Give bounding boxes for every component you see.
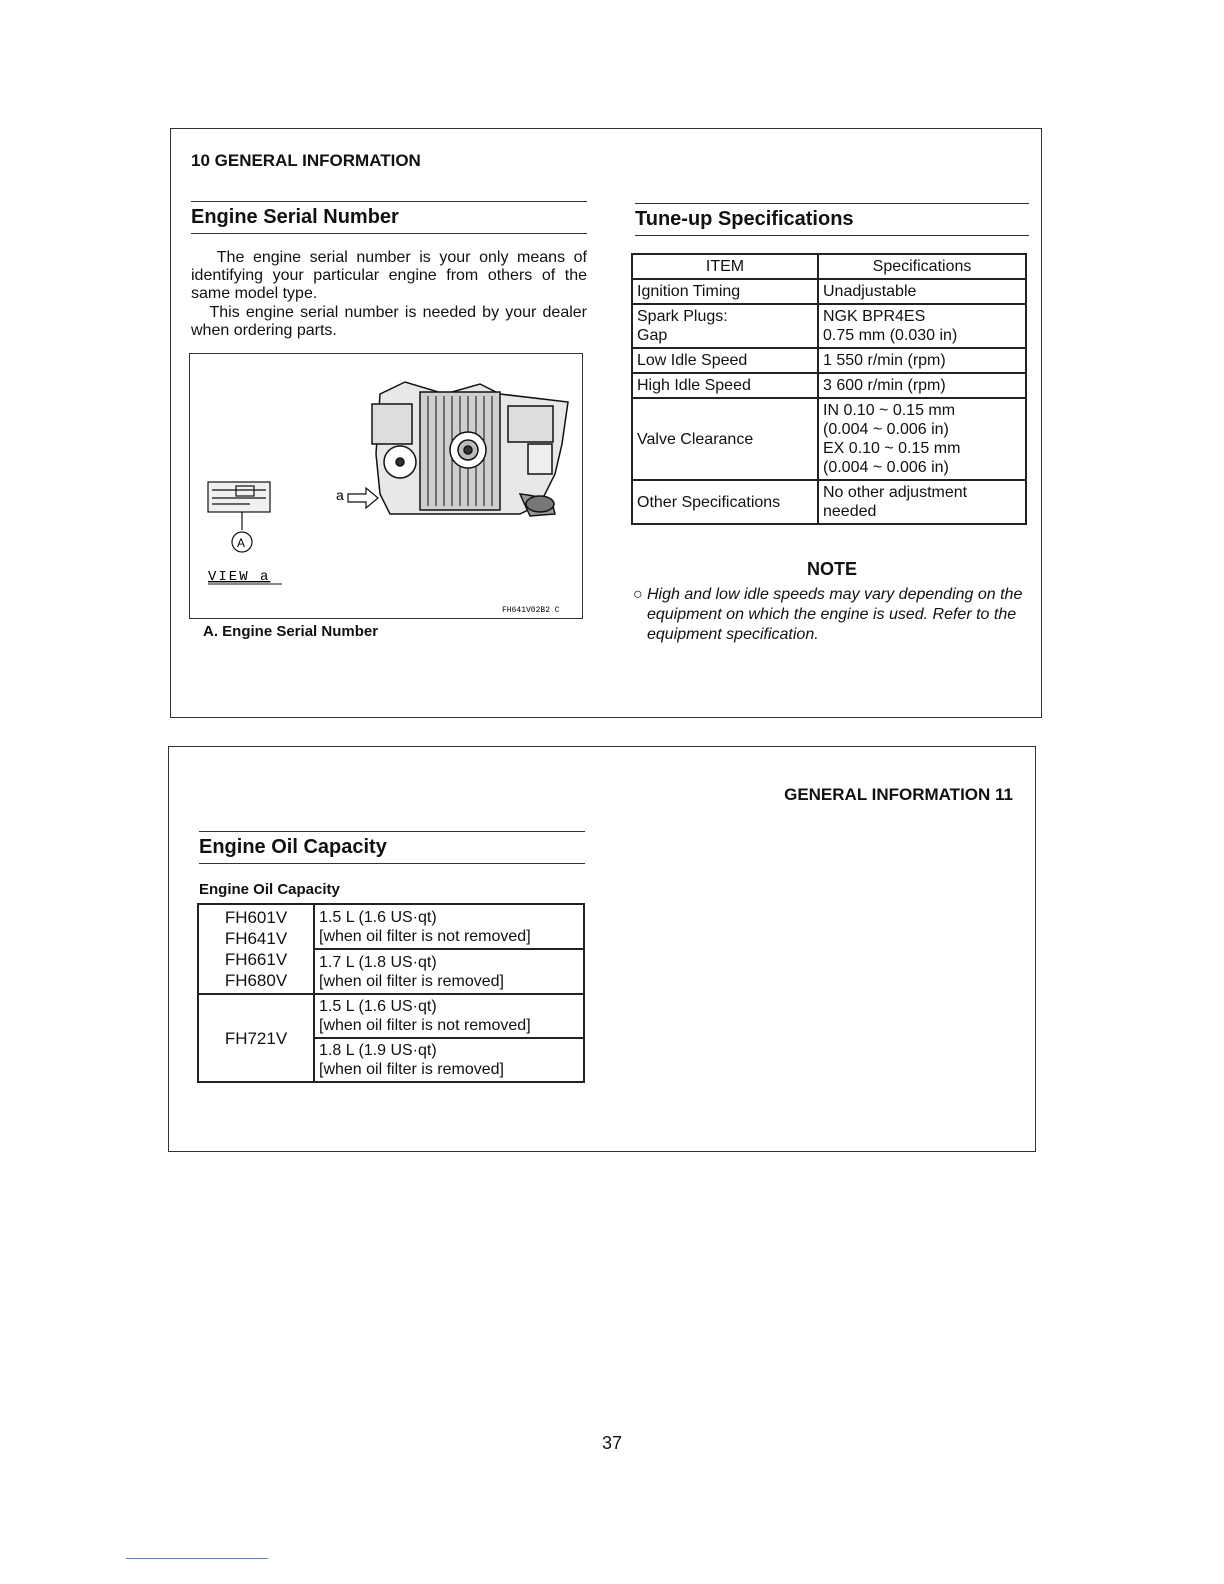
note-text — [633, 585, 1031, 645]
page-number: 37 — [601, 1433, 623, 1453]
engine-serial-number-title: Engine Serial Number — [191, 201, 587, 234]
marker-a: a — [336, 487, 344, 503]
table-header-row — [632, 254, 1026, 279]
table-header-item: ITEM — [632, 254, 818, 279]
serial-paragraph-1: The engine serial number is your only means of identifying your particular engine from others of the same model type. — [191, 249, 588, 302]
table-row — [632, 398, 1026, 480]
table-row — [198, 904, 584, 949]
table-cell-item: Spark Plugs: Gap — [632, 304, 818, 348]
marker-A: A — [237, 536, 246, 550]
footer-rule — [126, 1558, 268, 1559]
page-10-panel — [170, 128, 1042, 718]
table-cell-spec: Unadjustable — [818, 279, 1026, 304]
model-group-1: FH601V FH641V FH661V FH680V — [198, 904, 314, 994]
tune-up-specifications-title: Tune-up Specifications — [635, 203, 1029, 236]
engine-illustration — [190, 354, 582, 618]
engine-oil-capacity-title: Engine Oil Capacity — [199, 831, 585, 864]
arrow-icon — [348, 488, 378, 508]
note-body: High and low idle speeds may vary depending on the equipment on which the engine is used. Refer to the equipment specification. — [647, 586, 1023, 643]
capacity-cell: 1.7 L (1.8 US·qt) [when oil filter is removed] — [314, 949, 584, 994]
table-row — [198, 994, 584, 1038]
serial-paragraph-2: This engine serial number is needed by your dealer when ordering parts. — [191, 304, 588, 339]
note-title: NOTE — [806, 559, 857, 579]
figure-caption: A. Engine Serial Number — [203, 623, 379, 640]
oil-table-label: Engine Oil Capacity — [199, 881, 340, 898]
note-bullet: ○ — [633, 586, 643, 603]
table-cell-spec: 3 600 r/min (rpm) — [818, 373, 1026, 398]
model-group-2: FH721V — [198, 994, 314, 1082]
figure-code: FH641V02B2 C — [502, 606, 560, 615]
engine-serial-figure — [189, 353, 583, 619]
view-a-label: VIEW a — [208, 569, 271, 585]
capacity-cell: 1.5 L (1.6 US·qt) [when oil filter is not removed] — [314, 904, 584, 949]
table-cell-item: Low Idle Speed — [632, 348, 818, 373]
page-11-panel — [168, 746, 1036, 1152]
table-row — [632, 348, 1026, 373]
table-cell-item: High Idle Speed — [632, 373, 818, 398]
table-cell-spec: IN 0.10 ~ 0.15 mm (0.004 ~ 0.006 in) EX 0.10 ~ 0.15 mm (0.004 ~ 0.006 in) — [818, 398, 1026, 480]
table-cell-item: Valve Clearance — [632, 398, 818, 480]
table-cell-spec: No other adjustment needed — [818, 480, 1026, 524]
table-cell-spec: NGK BPR4ES 0.75 mm (0.030 in) — [818, 304, 1026, 348]
table-row — [632, 279, 1026, 304]
table-row — [632, 304, 1026, 348]
table-cell-item: Ignition Timing — [632, 279, 818, 304]
page-header-11: GENERAL INFORMATION 11 — [784, 785, 1013, 804]
table-cell-spec: 1 550 r/min (rpm) — [818, 348, 1026, 373]
page-header-10: 10 GENERAL INFORMATION — [191, 151, 421, 170]
capacity-cell: 1.5 L (1.6 US·qt) [when oil filter is not removed] — [314, 994, 584, 1038]
table-row — [632, 373, 1026, 398]
table-cell-item: Other Specifications — [632, 480, 818, 524]
oil-capacity-table — [197, 903, 585, 1083]
capacity-cell: 1.8 L (1.9 US·qt) [when oil filter is removed] — [314, 1038, 584, 1082]
tune-up-table — [631, 253, 1027, 525]
table-header-spec: Specifications — [818, 254, 1026, 279]
table-row — [632, 480, 1026, 524]
